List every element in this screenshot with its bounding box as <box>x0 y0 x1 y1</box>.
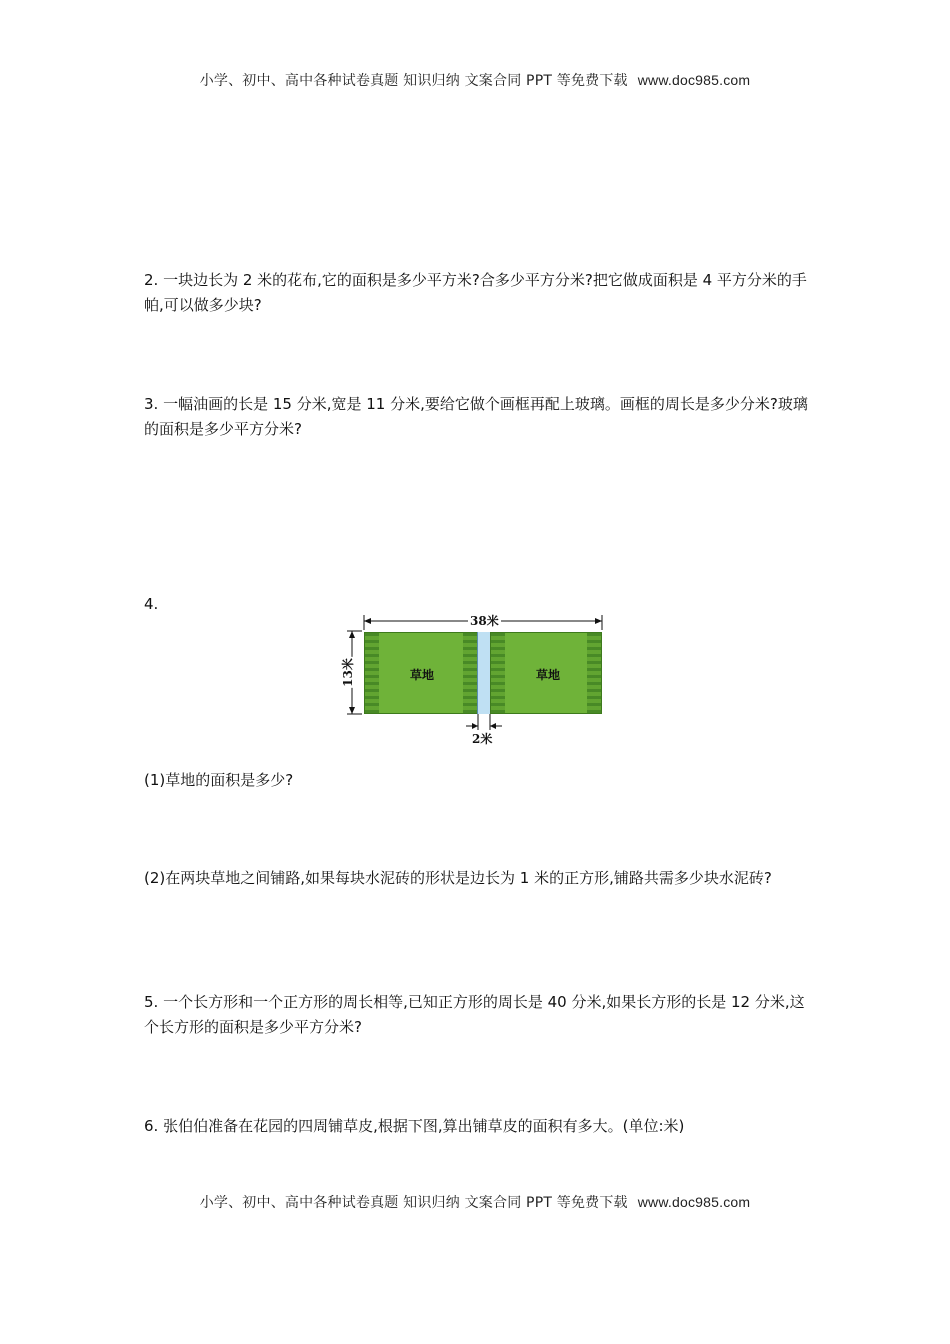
question-4: 4. <box>144 595 159 613</box>
page-header <box>0 70 950 90</box>
lawn-diagram <box>338 608 608 750</box>
question-5: 5. 一个长方形和一个正方形的周长相等,已知正方形的周长是 40 分米,如果长方形的长是 12 分米,这个长方形的面积是多少平方分米? <box>144 993 805 1036</box>
question-2: 2. 一块边长为 2 米的花布,它的面积是多少平方米?合多少平方分米?把它做成面积是 4 平方分米的手帕,可以做多少块? <box>144 271 807 314</box>
footer-url[interactable]: www.doc985.com <box>637 1194 751 1210</box>
road-strip <box>477 632 491 714</box>
question-3: 3. 一幅油画的长是 15 分米,宽是 11 分米,要给它做个画框再配上玻璃。画框的周长是多少分米?玻璃的面积是多少平方分米? <box>144 395 808 438</box>
question-6: 6. 张伯伯准备在花园的四周铺草皮,根据下图,算出铺草皮的面积有多大。(单位:米) <box>144 1117 685 1135</box>
footer-text: 小学、初中、高中各种试卷真题 知识归纳 文案合同 PPT 等免费下载 <box>199 1195 628 1211</box>
total-width-label: 38米 <box>470 614 499 628</box>
page-footer <box>0 1192 950 1212</box>
header-url[interactable]: www.doc985.com <box>637 72 751 88</box>
right-area-label: 草地 <box>536 668 561 682</box>
road-width-label: 2米 <box>472 732 493 746</box>
left-area-label: 草地 <box>410 668 435 682</box>
header-text: 小学、初中、高中各种试卷真题 知识归纳 文案合同 PPT 等免费下载 <box>199 73 628 89</box>
question-4-1: (1)草地的面积是多少? <box>144 771 294 789</box>
question-4-2: (2)在两块草地之间铺路,如果每块水泥砖的形状是边长为 1 米的正方形,铺路共需多少块水泥砖? <box>144 869 772 887</box>
height-label: 13米 <box>340 658 355 687</box>
